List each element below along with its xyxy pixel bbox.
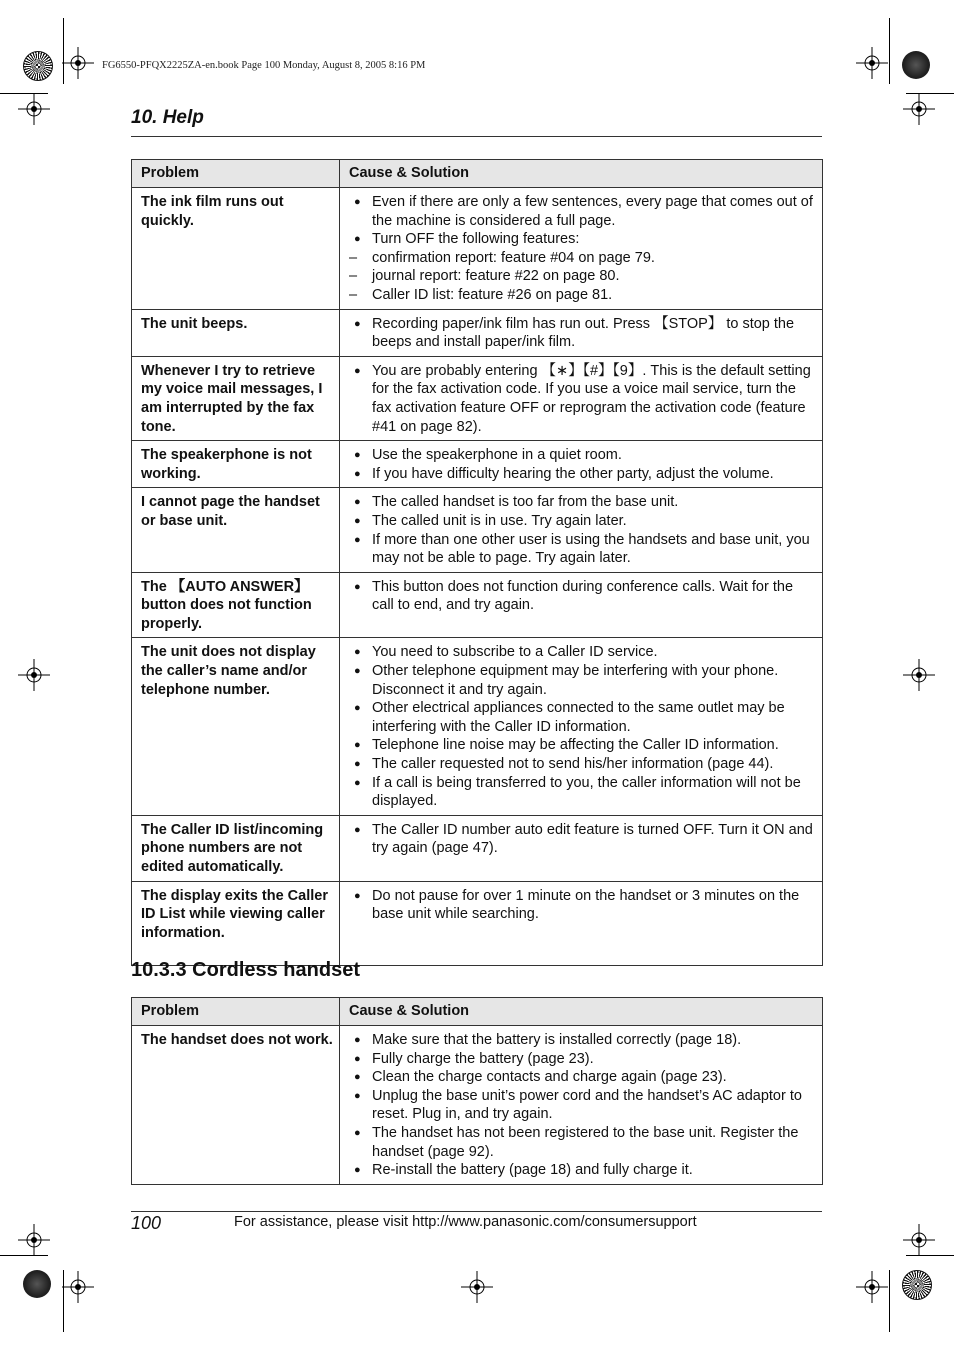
- bullet-item: ● Use the speakerphone in a quiet room.: [349, 446, 813, 465]
- table-row: [132, 488, 823, 572]
- problem-cell: The speakerphone is not working.: [132, 441, 340, 488]
- assistance-text: For assistance, please visit http://www.panasonic.com/consumersupport: [234, 1214, 697, 1230]
- crop-line: [906, 1255, 954, 1256]
- registration-mark-icon: [856, 1271, 888, 1303]
- bullet-item: ● You need to subscribe to a Caller ID service.: [349, 643, 813, 662]
- header-rule: [131, 136, 822, 137]
- solution-cell: [340, 488, 823, 572]
- table-row: [132, 441, 823, 488]
- column-header-problem: Problem: [132, 160, 340, 188]
- bullet-item: ● Turn OFF the following features:: [349, 230, 813, 249]
- problem-cell: The 【AUTO ANSWER】 button does not function properly.: [132, 572, 340, 638]
- section-heading: 10. Help: [131, 107, 204, 128]
- solution-cell: [340, 309, 823, 356]
- table-row: [132, 356, 823, 440]
- problem-cell: The unit beeps.: [132, 309, 340, 356]
- registration-mark-icon: [903, 1224, 935, 1256]
- cordless-handset-table: [131, 997, 823, 1185]
- bullet-item: ● Telephone line noise may be affecting the Caller ID information.: [349, 736, 813, 755]
- subsection-title: 10.3.3 Cordless handset: [131, 959, 360, 981]
- solution-cell: [340, 572, 823, 638]
- bullet-item: ● Fully charge the battery (page 23).: [349, 1050, 813, 1069]
- crop-line: [889, 18, 890, 84]
- problem-cell: The unit does not display the caller’s name and/or telephone number.: [132, 638, 340, 815]
- table-row: [132, 572, 823, 638]
- crop-line: [0, 1255, 48, 1256]
- bullet-item: ● Even if there are only a few sentences, every page that comes out of the machine is considered a full page.: [349, 193, 813, 230]
- registration-mark-icon: [856, 47, 888, 79]
- problem-cell: Whenever I try to retrieve my voice mail messages, I am interrupted by the fax tone.: [132, 356, 340, 440]
- sub-item: – journal report: feature #22 on page 80.: [349, 267, 813, 286]
- bullet-item: ● You are probably entering 【∗】【#】【9】. This is the default setting for the fax activation code. If you use a voice mail service, turn the fax activation feature OFF or reprogram the activation code (feature #41 on page 82).: [349, 362, 813, 436]
- bullet-item: ● Re-install the battery (page 18) and fully charge it.: [349, 1161, 813, 1180]
- solution-cell: [340, 441, 823, 488]
- bullet-item: ● Other electrical appliances connected to the same outlet may be interfering with the Caller ID information.: [349, 699, 813, 736]
- column-header-problem: Problem: [132, 998, 340, 1026]
- color-registration-disc: [23, 51, 53, 81]
- bullet-item: ● The called handset is too far from the base unit.: [349, 493, 813, 512]
- table-row: [132, 881, 823, 965]
- troubleshooting-table: [131, 159, 823, 966]
- registration-mark-icon: [18, 93, 50, 125]
- color-registration-disc: [902, 51, 930, 79]
- sub-item: – confirmation report: feature #04 on page 79.: [349, 249, 813, 268]
- registration-mark-icon: [18, 659, 50, 691]
- color-registration-disc: [902, 1270, 932, 1300]
- bullet-item: ● This button does not function during conference calls. Wait for the call to end, and try again.: [349, 578, 813, 615]
- solution-cell: [340, 1026, 823, 1185]
- table-body: [132, 1026, 823, 1185]
- problem-cell: The ink film runs out quickly.: [132, 188, 340, 310]
- problem-cell: I cannot page the handset or base unit.: [132, 488, 340, 572]
- bullet-item: ● The Caller ID number auto edit feature is turned OFF. Turn it ON and try again (page 47).: [349, 821, 813, 858]
- registration-mark-icon: [18, 1224, 50, 1256]
- solution-cell: [340, 638, 823, 815]
- column-header-solution: Cause & Solution: [340, 998, 823, 1026]
- table-row: [132, 1026, 823, 1185]
- bullet-item: ● The handset has not been registered to the base unit. Register the handset (page 92).: [349, 1124, 813, 1161]
- bullet-item: ● Unplug the base unit’s power cord and the handset’s AC adaptor to reset. Plug in, and try again.: [349, 1087, 813, 1124]
- bullet-item: ● Recording paper/ink film has run out. Press 【STOP】 to stop the beeps and install paper/ink film.: [349, 315, 813, 352]
- bullet-item: ● If you have difficulty hearing the other party, adjust the volume.: [349, 465, 813, 484]
- crop-line: [63, 1270, 64, 1332]
- bullet-item: ● The caller requested not to send his/her information (page 44).: [349, 755, 813, 774]
- column-header-solution: Cause & Solution: [340, 160, 823, 188]
- table-row: [132, 638, 823, 815]
- registration-mark-icon: [903, 93, 935, 125]
- problem-cell: The Caller ID list/incoming phone numbers are not edited automatically.: [132, 815, 340, 881]
- bullet-item: ● If a call is being transferred to you, the caller information will not be displayed.: [349, 774, 813, 811]
- crop-line: [63, 18, 64, 84]
- solution-cell: [340, 356, 823, 440]
- bullet-item: ● Make sure that the battery is installed correctly (page 18).: [349, 1031, 813, 1050]
- page-number: 100: [131, 1213, 162, 1233]
- sub-item: – Caller ID list: feature #26 on page 81.: [349, 286, 813, 305]
- bullet-item: ● Do not pause for over 1 minute on the handset or 3 minutes on the base unit while searching.: [349, 887, 813, 924]
- solution-cell: [340, 815, 823, 881]
- print-info: FG6550-PFQX2225ZA-en.book Page 100 Monday, August 8, 2005 8:16 PM: [102, 60, 426, 71]
- table-row: [132, 309, 823, 356]
- solution-cell: [340, 881, 823, 965]
- bullet-item: ● If more than one other user is using the handsets and base unit, you may not be able to page. Try again later.: [349, 531, 813, 568]
- registration-mark-icon: [903, 659, 935, 691]
- crop-line: [889, 1270, 890, 1332]
- bullet-item: ● The called unit is in use. Try again later.: [349, 512, 813, 531]
- registration-mark-icon: [461, 1271, 493, 1303]
- problem-cell: The handset does not work.: [132, 1026, 340, 1185]
- bullet-item: ● Clean the charge contacts and charge again (page 23).: [349, 1068, 813, 1087]
- solution-cell: [340, 188, 823, 310]
- footer-rule: [131, 1211, 822, 1212]
- crop-line: [0, 93, 48, 94]
- registration-mark-icon: [62, 47, 94, 79]
- crop-line: [906, 93, 954, 94]
- table-row: [132, 188, 823, 310]
- table-row: [132, 815, 823, 881]
- bullet-item: ● Other telephone equipment may be interfering with your phone. Disconnect it and try again.: [349, 662, 813, 699]
- registration-mark-icon: [62, 1271, 94, 1303]
- table-body: [132, 188, 823, 966]
- problem-cell: The display exits the Caller ID List while viewing caller information.: [132, 881, 340, 965]
- color-registration-disc: [23, 1270, 51, 1298]
